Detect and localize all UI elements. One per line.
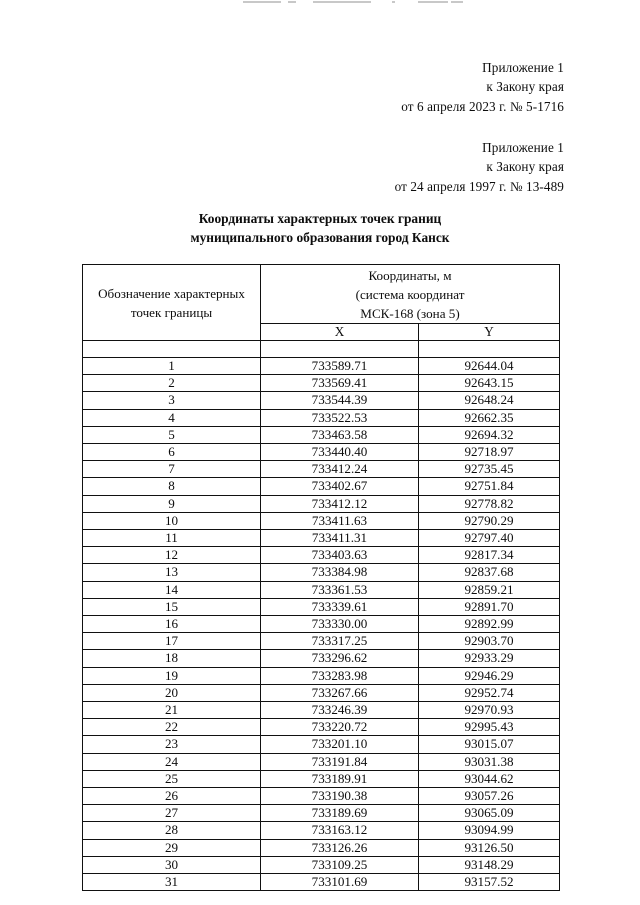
column-header-coordinates: [261, 265, 560, 324]
cell-point-number: 20: [83, 684, 261, 701]
cell-coordinate-x: 733361.53: [261, 581, 419, 598]
cell-point-number: 15: [83, 598, 261, 615]
cell-coordinate-y: 93094.99: [419, 822, 560, 839]
table-row: [83, 358, 560, 375]
table-row: [83, 426, 560, 443]
cell-coordinate-y: 93065.09: [419, 805, 560, 822]
cell-coordinate-y: 92837.68: [419, 564, 560, 581]
cell-coordinate-x: 733411.63: [261, 512, 419, 529]
cell-coordinate-y: 92903.70: [419, 633, 560, 650]
cell-point-number: 18: [83, 650, 261, 667]
table-header: [83, 265, 560, 358]
cell-coordinate-x: 733267.66: [261, 684, 419, 701]
cell-point-number: 11: [83, 530, 261, 547]
cell-coordinate-x: 733190.38: [261, 788, 419, 805]
cell-coordinate-y: 92859.21: [419, 581, 560, 598]
table-row: [83, 409, 560, 426]
cell-point-number: 24: [83, 753, 261, 770]
point-label-line-1: Обозначение: [98, 285, 171, 301]
cell-coordinate-x: 733189.69: [261, 805, 419, 822]
cell-point-number: 10: [83, 512, 261, 529]
cell-coordinate-y: 92952.74: [419, 684, 560, 701]
scan-artifacts: [0, 0, 640, 6]
cell-coordinate-x: 733330.00: [261, 616, 419, 633]
cell-coordinate-y: 92790.29: [419, 512, 560, 529]
page-title-line-2: муниципального образования город Канск: [190, 229, 450, 245]
cell-point-number: 30: [83, 856, 261, 873]
table-row: [83, 650, 560, 667]
cell-coordinate-y: 93015.07: [419, 736, 560, 753]
cell-coordinate-y: 92946.29: [419, 667, 560, 684]
cell-coordinate-x: 733569.41: [261, 375, 419, 392]
cell-coordinate-y: 92662.35: [419, 409, 560, 426]
cell-point-number: 14: [83, 581, 261, 598]
cell-coordinate-x: 733402.67: [261, 478, 419, 495]
cell-coordinate-y: 92751.84: [419, 478, 560, 495]
cell-coordinate-y: 93057.26: [419, 788, 560, 805]
cell-coordinate-y: 93031.38: [419, 753, 560, 770]
cell-point-number: 27: [83, 805, 261, 822]
cell-point-number: 6: [83, 444, 261, 461]
coordinates-line-1: Координаты, м: [368, 267, 452, 283]
cell-coordinate-x: 733440.40: [261, 444, 419, 461]
table-row: [83, 495, 560, 512]
column-header-point-label: [83, 265, 261, 341]
cell-coordinate-x: 733522.53: [261, 409, 419, 426]
cell-point-number: 1: [83, 358, 261, 375]
page-title-line-1: Координаты характерных точек границ: [198, 211, 442, 226]
cell-point-number: 31: [83, 874, 261, 891]
table-row: [83, 461, 560, 478]
cell-point-number: 25: [83, 770, 261, 787]
table-row: [83, 856, 560, 873]
cell-coordinate-x: 733189.91: [261, 770, 419, 787]
table-row: [83, 392, 560, 409]
cell-coordinate-y: 93126.50: [419, 839, 560, 856]
cell-coordinate-y: 93148.29: [419, 856, 560, 873]
table-row: [83, 684, 560, 701]
cell-coordinate-y: 93044.62: [419, 770, 560, 787]
table-row: [83, 788, 560, 805]
table-row: [83, 753, 560, 770]
cell-coordinate-x: 733163.12: [261, 822, 419, 839]
table-row: [83, 667, 560, 684]
cell-coordinate-y: 92694.32: [419, 426, 560, 443]
spacer-cell-label: [83, 341, 261, 358]
cell-coordinate-x: 733403.63: [261, 547, 419, 564]
cell-coordinate-x: 733220.72: [261, 719, 419, 736]
cell-coordinate-y: 92933.29: [419, 650, 560, 667]
cell-coordinate-y: 92644.04: [419, 358, 560, 375]
cell-point-number: 7: [83, 461, 261, 478]
table-row: [83, 375, 560, 392]
cell-point-number: 22: [83, 719, 261, 736]
cell-coordinate-y: 92995.43: [419, 719, 560, 736]
cell-coordinate-y: 92970.93: [419, 702, 560, 719]
cell-point-number: 16: [83, 616, 261, 633]
cell-coordinate-y: 92797.40: [419, 530, 560, 547]
cell-coordinate-x: 733126.26: [261, 839, 419, 856]
cell-coordinate-x: 733412.12: [261, 495, 419, 512]
table-row: [83, 702, 560, 719]
cell-coordinate-x: 733463.58: [261, 426, 419, 443]
coordinates-line-3: МСК-168 (зона 5): [360, 305, 460, 321]
cell-point-number: 3: [83, 392, 261, 409]
cell-coordinate-x: 733246.39: [261, 702, 419, 719]
cell-coordinate-y: 92643.15: [419, 375, 560, 392]
cell-coordinate-x: 733317.25: [261, 633, 419, 650]
cell-point-number: 13: [83, 564, 261, 581]
cell-point-number: 29: [83, 839, 261, 856]
spacer-cell-x: [261, 341, 419, 358]
cell-point-number: 23: [83, 736, 261, 753]
cell-point-number: 12: [83, 547, 261, 564]
cell-coordinate-y: 92817.34: [419, 547, 560, 564]
cell-coordinate-x: 733283.98: [261, 667, 419, 684]
cell-point-number: 8: [83, 478, 261, 495]
appendix-reference-1: [401, 58, 564, 116]
cell-coordinate-x: 733109.25: [261, 856, 419, 873]
cell-coordinate-y: 92778.82: [419, 495, 560, 512]
table-header-row-spacer: [83, 341, 560, 358]
cell-point-number: 5: [83, 426, 261, 443]
cell-coordinate-y: 92891.70: [419, 598, 560, 615]
table-row: [83, 530, 560, 547]
table-row: [83, 598, 560, 615]
table-row: [83, 822, 560, 839]
appendix-2-line-2: к Закону края: [486, 159, 564, 175]
appendix-1-line-3: от 6 апреля 2023 г. № 5-1716: [401, 98, 564, 114]
cell-point-number: 2: [83, 375, 261, 392]
table-row: [83, 581, 560, 598]
table-row: [83, 839, 560, 856]
cell-point-number: 21: [83, 702, 261, 719]
table-row: [83, 512, 560, 529]
table-row: [83, 719, 560, 736]
table-header-row-main: [83, 265, 560, 324]
cell-point-number: 17: [83, 633, 261, 650]
table-row: [83, 874, 560, 891]
cell-point-number: 26: [83, 788, 261, 805]
table-row: [83, 547, 560, 564]
column-header-y: Y: [419, 324, 560, 341]
spacer-cell-y: [419, 341, 560, 358]
cell-coordinate-x: 733101.69: [261, 874, 419, 891]
cell-coordinate-x: 733384.98: [261, 564, 419, 581]
column-header-x: X: [261, 324, 419, 341]
coordinates-table-container: [82, 264, 559, 891]
cell-coordinate-y: 92718.97: [419, 444, 560, 461]
cell-coordinate-y: 93157.52: [419, 874, 560, 891]
appendix-2-line-1: Приложение 1: [482, 140, 564, 155]
table-row: [83, 633, 560, 650]
table-row: [83, 770, 560, 787]
table-row: [83, 564, 560, 581]
appendix-1-line-1: Приложение 1: [482, 60, 564, 75]
cell-coordinate-x: 733411.31: [261, 530, 419, 547]
coordinates-line-2: (система координат: [355, 286, 465, 302]
table-row: [83, 805, 560, 822]
table-body: [83, 358, 560, 891]
point-label-line-3: точек границы: [130, 304, 213, 320]
appendix-1-line-2: к Закону края: [486, 79, 564, 95]
table-row: [83, 444, 560, 461]
cell-coordinate-x: 733544.39: [261, 392, 419, 409]
cell-coordinate-x: 733296.62: [261, 650, 419, 667]
cell-coordinate-x: 733339.61: [261, 598, 419, 615]
cell-point-number: 28: [83, 822, 261, 839]
cell-point-number: 9: [83, 495, 261, 512]
cell-coordinate-y: 92648.24: [419, 392, 560, 409]
cell-point-number: 4: [83, 409, 261, 426]
table-row: [83, 478, 560, 495]
cell-coordinate-x: 733412.24: [261, 461, 419, 478]
cell-coordinate-x: 733191.84: [261, 753, 419, 770]
cell-point-number: 19: [83, 667, 261, 684]
appendix-reference-2: [395, 138, 564, 196]
cell-coordinate-y: 92735.45: [419, 461, 560, 478]
cell-coordinate-x: 733589.71: [261, 358, 419, 375]
point-label-line-2: характерных: [173, 285, 245, 301]
coordinates-table: [82, 264, 560, 891]
appendix-2-line-3: от 24 апреля 1997 г. № 13-489: [394, 178, 564, 194]
table-row: [83, 736, 560, 753]
cell-coordinate-y: 92892.99: [419, 616, 560, 633]
cell-coordinate-x: 733201.10: [261, 736, 419, 753]
page-title: [0, 210, 640, 247]
table-row: [83, 616, 560, 633]
